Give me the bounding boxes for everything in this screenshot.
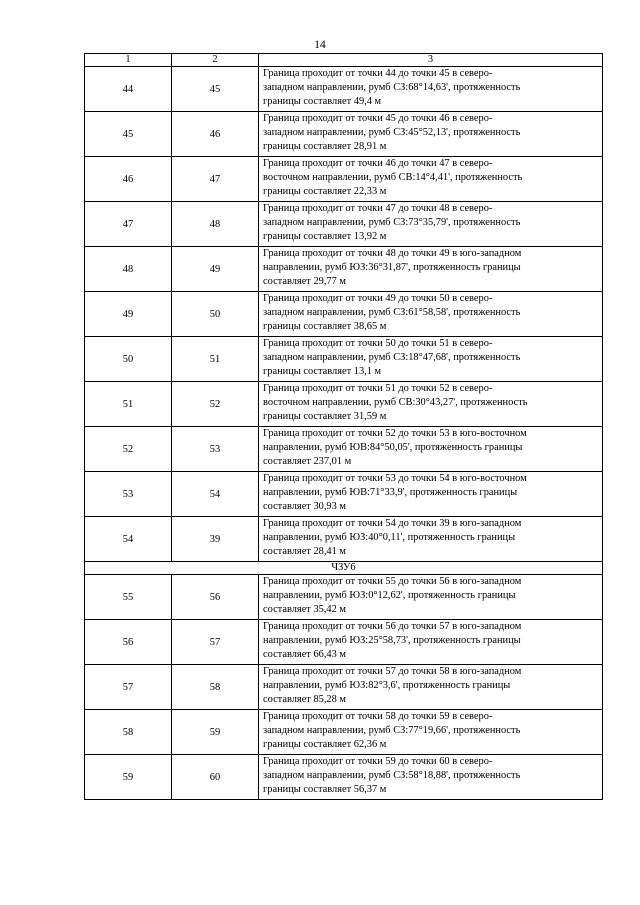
point-to: 59 <box>172 710 259 755</box>
description-line: западном направлении, румб СЗ:77°19,66', протяженность <box>263 725 521 736</box>
point-to: 45 <box>172 67 259 112</box>
description-line: Граница проходит от точки 50 до точки 51 в северо- <box>263 338 493 349</box>
table-row <box>85 67 603 112</box>
boundary-description <box>259 157 603 202</box>
description-line: границы составляет 28,91 м <box>263 141 387 152</box>
boundary-description <box>259 472 603 517</box>
description-line: границы составляет 56,37 м <box>263 784 387 795</box>
point-from: 50 <box>85 337 172 382</box>
description-line: составляет 35,42 м <box>263 604 346 615</box>
description-line: западном направлении, румб СЗ:61°58,58', протяженность <box>263 307 521 318</box>
point-to: 60 <box>172 755 259 800</box>
boundary-description <box>259 292 603 337</box>
description-line: направлении, румб ЮВ:84°50,05', протяженность границы <box>263 442 523 453</box>
description-line: направлении, румб ЮЗ:40°0,11', протяженность границы <box>263 532 516 543</box>
table-row <box>85 517 603 562</box>
table-row <box>85 202 603 247</box>
boundary-description <box>259 202 603 247</box>
point-to: 49 <box>172 247 259 292</box>
table-row <box>85 755 603 800</box>
description-line: составляет 29,77 м <box>263 276 346 287</box>
description-line: Граница проходит от точки 46 до точки 47 в северо- <box>263 158 493 169</box>
point-from: 54 <box>85 517 172 562</box>
point-to: 46 <box>172 112 259 157</box>
description-line: Граница проходит от точки 49 до точки 50 в северо- <box>263 293 493 304</box>
table-row <box>85 665 603 710</box>
description-line: Граница проходит от точки 45 до точки 46 в северо- <box>263 113 493 124</box>
description-line: восточном направлении, румб СВ:30°43,27', протяженность <box>263 397 528 408</box>
table-row <box>85 710 603 755</box>
section-row <box>85 562 603 575</box>
header-row <box>85 54 603 67</box>
point-from: 44 <box>85 67 172 112</box>
table-row <box>85 337 603 382</box>
description-line: западном направлении, румб СЗ:45°52,13', протяженность <box>263 127 521 138</box>
description-line: западном направлении, румб СЗ:58°18,88', протяженность <box>263 770 521 781</box>
description-line: направлении, румб ЮЗ:0°12,62', протяженность границы <box>263 590 516 601</box>
boundary-description <box>259 67 603 112</box>
point-to: 58 <box>172 665 259 710</box>
point-to: 51 <box>172 337 259 382</box>
description-line: границы составляет 62,36 м <box>263 739 387 750</box>
description-line: направлении, румб ЮЗ:82°3,6', протяженность границы <box>263 680 511 691</box>
boundary-description <box>259 665 603 710</box>
point-to: 39 <box>172 517 259 562</box>
boundary-description <box>259 337 603 382</box>
table-row <box>85 292 603 337</box>
description-line: границы составляет 22,33 м <box>263 186 387 197</box>
description-line: Граница проходит от точки 56 до точки 57 в юго-западном <box>263 621 522 632</box>
description-line: западном направлении, румб СЗ:73°35,79', протяженность <box>263 217 521 228</box>
boundary-description <box>259 710 603 755</box>
point-to: 53 <box>172 427 259 472</box>
boundary-description <box>259 427 603 472</box>
point-to: 54 <box>172 472 259 517</box>
point-from: 53 <box>85 472 172 517</box>
description-line: Граница проходит от точки 58 до точки 59 в северо- <box>263 711 493 722</box>
boundary-description <box>259 755 603 800</box>
point-from: 51 <box>85 382 172 427</box>
table-row <box>85 427 603 472</box>
point-from: 52 <box>85 427 172 472</box>
table-body-part-2 <box>85 575 603 800</box>
column-header-2: 2 <box>172 54 259 67</box>
description-line: Граница проходит от точки 47 до точки 48 в северо- <box>263 203 493 214</box>
table-row <box>85 112 603 157</box>
description-line: границы составляет 38,65 м <box>263 321 387 332</box>
description-line: Граница проходит от точки 51 до точки 52 в северо- <box>263 383 493 394</box>
point-from: 55 <box>85 575 172 620</box>
point-to: 50 <box>172 292 259 337</box>
boundary-description <box>259 112 603 157</box>
description-line: направлении, румб ЮВ:71°33,9', протяженность границы <box>263 487 518 498</box>
point-to: 48 <box>172 202 259 247</box>
description-line: составляет 30,93 м <box>263 501 346 512</box>
table-row <box>85 247 603 292</box>
description-line: границы составляет 31,59 м <box>263 411 387 422</box>
boundary-description <box>259 382 603 427</box>
description-line: восточном направлении, румб СВ:14°4,41', протяженность <box>263 172 523 183</box>
description-line: составляет 85,28 м <box>263 694 346 705</box>
point-to: 57 <box>172 620 259 665</box>
point-from: 49 <box>85 292 172 337</box>
description-line: Граница проходит от точки 57 до точки 58 в юго-западном <box>263 666 522 677</box>
point-from: 46 <box>85 157 172 202</box>
description-line: направлении, румб ЮЗ:25°58,73', протяженность границы <box>263 635 521 646</box>
table-row <box>85 620 603 665</box>
description-line: границы составляет 13,1 м <box>263 366 382 377</box>
description-line: западном направлении, румб СЗ:18°47,68', протяженность <box>263 352 521 363</box>
description-line: границы составляет 49,4 м <box>263 96 382 107</box>
description-line: Граница проходит от точки 52 до точки 53 в юго-восточном <box>263 428 527 439</box>
point-from: 59 <box>85 755 172 800</box>
point-to: 47 <box>172 157 259 202</box>
description-line: направлении, румб ЮЗ:36°31,87', протяженность границы <box>263 262 521 273</box>
point-from: 45 <box>85 112 172 157</box>
boundary-description <box>259 575 603 620</box>
description-line: западном направлении, румб СЗ:68°14,63', протяженность <box>263 82 521 93</box>
point-to: 56 <box>172 575 259 620</box>
description-line: Граница проходит от точки 54 до точки 39 в юго-западном <box>263 518 522 529</box>
column-header-3: 3 <box>259 54 603 67</box>
table-row <box>85 472 603 517</box>
table-row <box>85 382 603 427</box>
boundary-description <box>259 517 603 562</box>
description-line: границы составляет 13,92 м <box>263 231 387 242</box>
boundary-description <box>259 620 603 665</box>
point-from: 57 <box>85 665 172 710</box>
table-section <box>85 562 603 575</box>
description-line: составляет 66,43 м <box>263 649 346 660</box>
description-line: составляет 237,01 м <box>263 456 352 467</box>
table-body-part-1 <box>85 67 603 562</box>
description-line: составляет 28,41 м <box>263 546 346 557</box>
description-line: Граница проходит от точки 44 до точки 45 в северо- <box>263 68 493 79</box>
boundary-description <box>259 247 603 292</box>
point-from: 56 <box>85 620 172 665</box>
description-line: Граница проходит от точки 59 до точки 60 в северо- <box>263 756 493 767</box>
description-line: Граница проходит от точки 55 до точки 56 в юго-западном <box>263 576 522 587</box>
point-from: 47 <box>85 202 172 247</box>
section-title: ЧЗУ6 <box>85 562 603 575</box>
boundary-table <box>84 53 603 800</box>
column-header-1: 1 <box>85 54 172 67</box>
point-from: 58 <box>85 710 172 755</box>
table-row <box>85 575 603 620</box>
point-from: 48 <box>85 247 172 292</box>
table-row <box>85 157 603 202</box>
description-line: Граница проходит от точки 48 до точки 49 в юго-западном <box>263 248 522 259</box>
page-number: 14 <box>314 39 326 51</box>
point-to: 52 <box>172 382 259 427</box>
description-line: Граница проходит от точки 53 до точки 54 в юго-восточном <box>263 473 527 484</box>
